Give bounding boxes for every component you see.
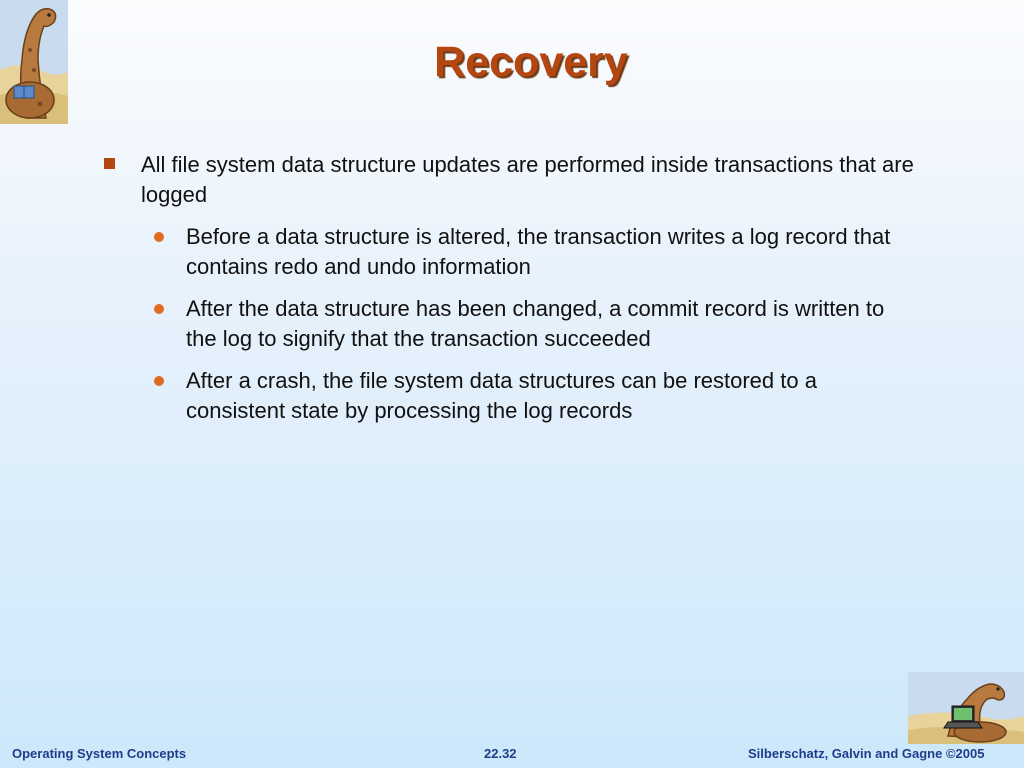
footer-course-title: Operating System Concepts xyxy=(12,746,187,761)
bullet-level2 xyxy=(100,366,920,426)
footer-copyright: Silberschatz, Galvin and Gagne ©2005 xyxy=(748,746,985,761)
slide-content xyxy=(100,150,920,426)
dinosaur-laptop-icon xyxy=(908,672,1024,744)
bullet-text: All file system data structure updates are performed inside transactions that are logged xyxy=(141,152,914,207)
bullet-level2 xyxy=(100,222,920,282)
sub-bullet-text: After the data structure has been changed, a commit record is written to the log to signify that the transaction succeeded xyxy=(186,296,885,351)
square-bullet-icon xyxy=(104,158,115,169)
dot-bullet-icon xyxy=(154,304,164,314)
dot-bullet-icon xyxy=(154,376,164,386)
bullet-level1 xyxy=(100,150,920,210)
sub-bullet-text: After a crash, the file system data structures can be restored to a consistent state by processing the log records xyxy=(186,368,817,423)
sub-bullet-text: Before a data structure is altered, the transaction writes a log record that contains redo and undo information xyxy=(186,224,891,279)
footer-slide-number: 22.32 xyxy=(484,746,517,761)
dot-bullet-icon xyxy=(154,232,164,242)
bullet-level2 xyxy=(100,294,920,354)
slide-title: Recovery xyxy=(434,38,628,86)
